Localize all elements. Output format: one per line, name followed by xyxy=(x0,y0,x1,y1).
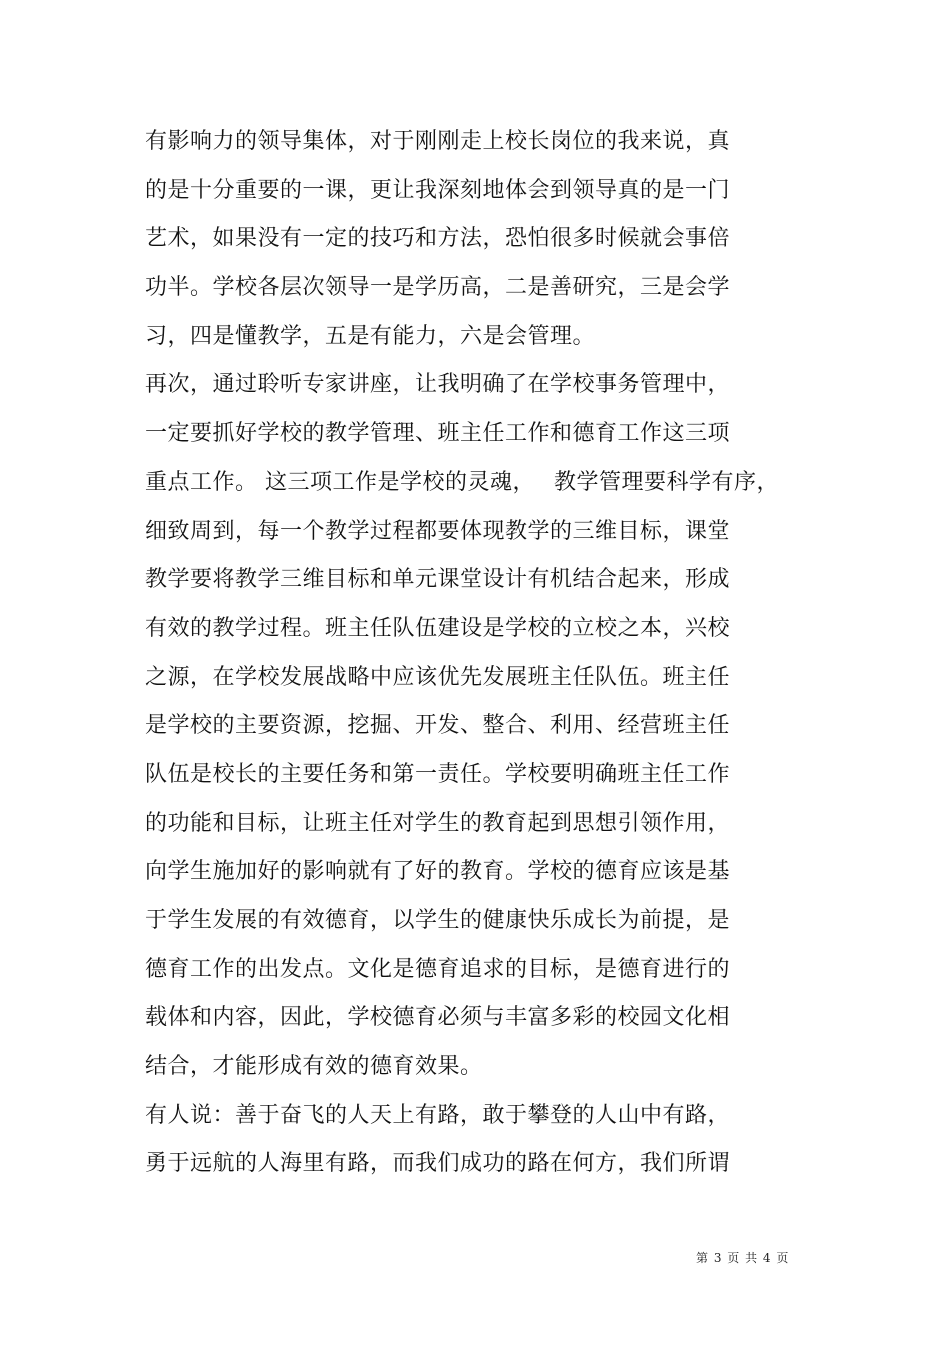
page-footer: 第 3 页 共 4 页 xyxy=(696,1251,790,1265)
text-line: 载体和内容，因此，学校德育必须与丰富多彩的校园文化相 xyxy=(145,1005,731,1031)
text-line: 一定要抓好学校的教学管理、班主任工作和德育工作这三项 xyxy=(145,421,731,447)
text-line: 教学要将教学三维目标和单元课堂设计有机结合起来，形成 xyxy=(145,567,731,593)
text-line: 德育工作的出发点。文化是德育追求的目标，是德育进行的 xyxy=(145,956,731,982)
text-line: 结合，才能形成有效的德育效果。 xyxy=(145,1054,483,1080)
text-line: 习，四是懂教学，五是有能力，六是会管理。 xyxy=(145,323,596,349)
body-text xyxy=(145,118,785,1189)
text-line: 之源，在学校发展战略中应该优先发展班主任队伍。班主任 xyxy=(145,664,731,690)
text-line: 向学生施加好的影响就有了好的教育。学校的德育应该是基 xyxy=(145,859,731,885)
text-line: 有影响力的领导集体，对于刚刚走上校长岗位的我来说，真 xyxy=(145,129,731,154)
text-line: 于学生发展的有效德育，以学生的健康快乐成长为前提，是 xyxy=(145,908,731,933)
text-line: 艺术，如果没有一定的技巧和方法，恐怕很多时候就会事倍 xyxy=(145,226,731,252)
text-line: 的是十分重要的一课，更让我深刻地体会到领导真的是一门 xyxy=(145,177,731,203)
text-line: 再次，通过聆听专家讲座，让我明确了在学校事务管理中， xyxy=(145,372,731,398)
text-line: 是学校的主要资源，挖掘、开发、整合、利用、经营班主任 xyxy=(145,713,731,739)
text-line: 的功能和目标，让班主任对学生的教育起到思想引领作用， xyxy=(145,810,731,836)
text-line: 队伍是校长的主要任务和第一责任。学校要明确班主任工作 xyxy=(145,761,731,787)
text-line: 重点工作。 这三项工作是学校的灵魂， 教学管理要科学有序， xyxy=(145,469,779,495)
text-line: 有效的教学过程。班主任队伍建设是学校的立校之本，兴校 xyxy=(145,615,731,641)
text-line: 勇于远航的人海里有路，而我们成功的路在何方，我们所谓 xyxy=(145,1151,731,1177)
text-line: 有人说：善于奋飞的人天上有路，敢于攀登的人山中有路， xyxy=(145,1102,731,1128)
text-line: 功半。学校各层次领导一是学历高，二是善研究，三是会学 xyxy=(145,275,731,301)
text-line: 细致周到，每一个教学过程都要体现教学的三维目标，课堂 xyxy=(145,518,731,544)
